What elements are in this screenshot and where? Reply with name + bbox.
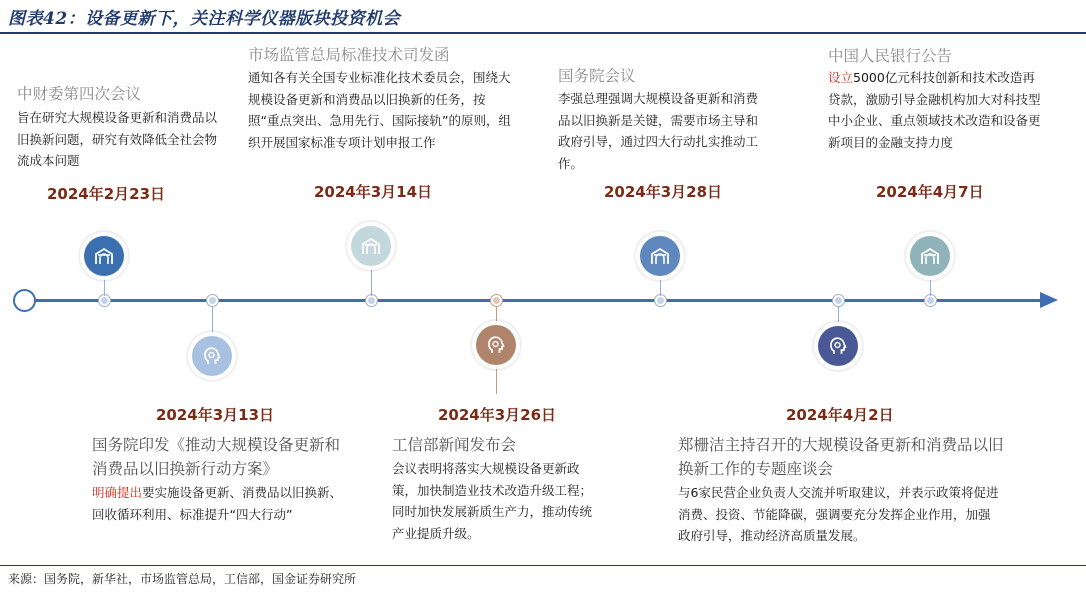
building-icon bbox=[640, 236, 680, 276]
timeline-dot bbox=[207, 295, 218, 306]
event-highlight: 明确提出 bbox=[92, 485, 143, 500]
source-note: 来源：国务院，新华社，市场监管总局，工信部，国金证券研究所 bbox=[8, 572, 357, 586]
timeline-stem bbox=[660, 276, 661, 296]
event-body bbox=[828, 67, 1044, 153]
building-icon bbox=[910, 236, 950, 276]
building-icon bbox=[351, 226, 391, 266]
event-title: 中国人民银行公告 bbox=[828, 47, 953, 65]
event-body: 李强总理强调大规模设备更新和消费品以旧换新是关键，需要市场主导和政府引导，通过四大行动扎实推动工作。 bbox=[558, 91, 759, 171]
brain-head-icon bbox=[818, 326, 858, 366]
event-title: 工信部新闻发布会 bbox=[392, 436, 517, 454]
event-body: 会议表明将落实大规模设备更新政策，加快制造业技术改造升级工程；同时加快发展新质生产力，推动传统产业提质升级。 bbox=[392, 461, 593, 541]
timeline-start-marker bbox=[13, 289, 36, 312]
event-date: 2024年3月13日 bbox=[156, 406, 275, 424]
timeline-dot bbox=[655, 295, 666, 306]
event-date: 2024年3月14日 bbox=[314, 183, 433, 201]
event-title: 国务院会议 bbox=[558, 67, 636, 85]
timeline-stem bbox=[212, 306, 213, 336]
brain-head-icon bbox=[192, 336, 232, 376]
event-date: 2024年3月26日 bbox=[438, 406, 557, 424]
event-date: 2024年3月28日 bbox=[604, 183, 723, 201]
timeline-stem bbox=[838, 306, 839, 326]
title-divider bbox=[0, 32, 1086, 34]
timeline-dot bbox=[491, 295, 502, 306]
timeline-dot bbox=[925, 295, 936, 306]
event-date: 2024年4月2日 bbox=[786, 406, 894, 424]
timeline-dot bbox=[366, 295, 377, 306]
event-body-text: 要实施设备更新、消费品以旧换新、回收循环利用、标准提升“四大行动” bbox=[92, 485, 343, 522]
event-title: 郑栅洁主持召开的大规模设备更新和消费品以旧换新工作的专题座谈会 bbox=[678, 436, 1004, 478]
event-date: 2024年4月7日 bbox=[876, 183, 984, 201]
event-title: 国务院印发《推动大规模设备更新和消费品以旧换新行动方案》 bbox=[92, 436, 341, 478]
event-body-text: 5000亿元科技创新和技术改造再贷款，激励引导金融机构加大对科技型中小企业、重点领域技术改造和设备更新项目的金融支持力度 bbox=[828, 70, 1041, 150]
event-body: 通知各有关全国专业标准化技术委员会，围绕大规模设备更新和消费品以旧换新的任务，按照“重点突出、急用先行、国际接轨”的原则，组织开展国家标准专项计划申报工作 bbox=[248, 70, 511, 150]
timeline-stem bbox=[371, 267, 372, 296]
event-body: 旨在研究大规模设备更新和消费品以旧换新问题，研究有效降低全社会物流成本问题 bbox=[17, 110, 218, 168]
timeline-stem bbox=[104, 276, 105, 296]
event-title: 中财委第四次会议 bbox=[17, 85, 142, 103]
event-date: 2024年2月23日 bbox=[47, 185, 166, 203]
page-title: 图表42：设备更新下，关注科学仪器版块投资机会 bbox=[8, 9, 401, 29]
event-body bbox=[92, 482, 344, 525]
timeline-axis bbox=[34, 299, 1044, 302]
event-highlight: 设立 bbox=[828, 70, 854, 85]
brain-head-icon bbox=[476, 325, 516, 365]
footer-divider bbox=[0, 565, 1086, 566]
event-body: 与6家民营企业负责人交流并听取建议，并表示政策将促进消费、投资、节能降碳，强调要充分发挥企业作用，加强政府引导，推动经济高质量发展。 bbox=[678, 485, 999, 543]
event-title: 市场监管总局标准技术司发函 bbox=[248, 46, 450, 64]
timeline-stem bbox=[930, 276, 931, 296]
timeline-dot bbox=[99, 295, 110, 306]
timeline-dot bbox=[833, 295, 844, 306]
building-icon bbox=[84, 236, 124, 276]
timeline-arrow-icon bbox=[1040, 292, 1058, 308]
